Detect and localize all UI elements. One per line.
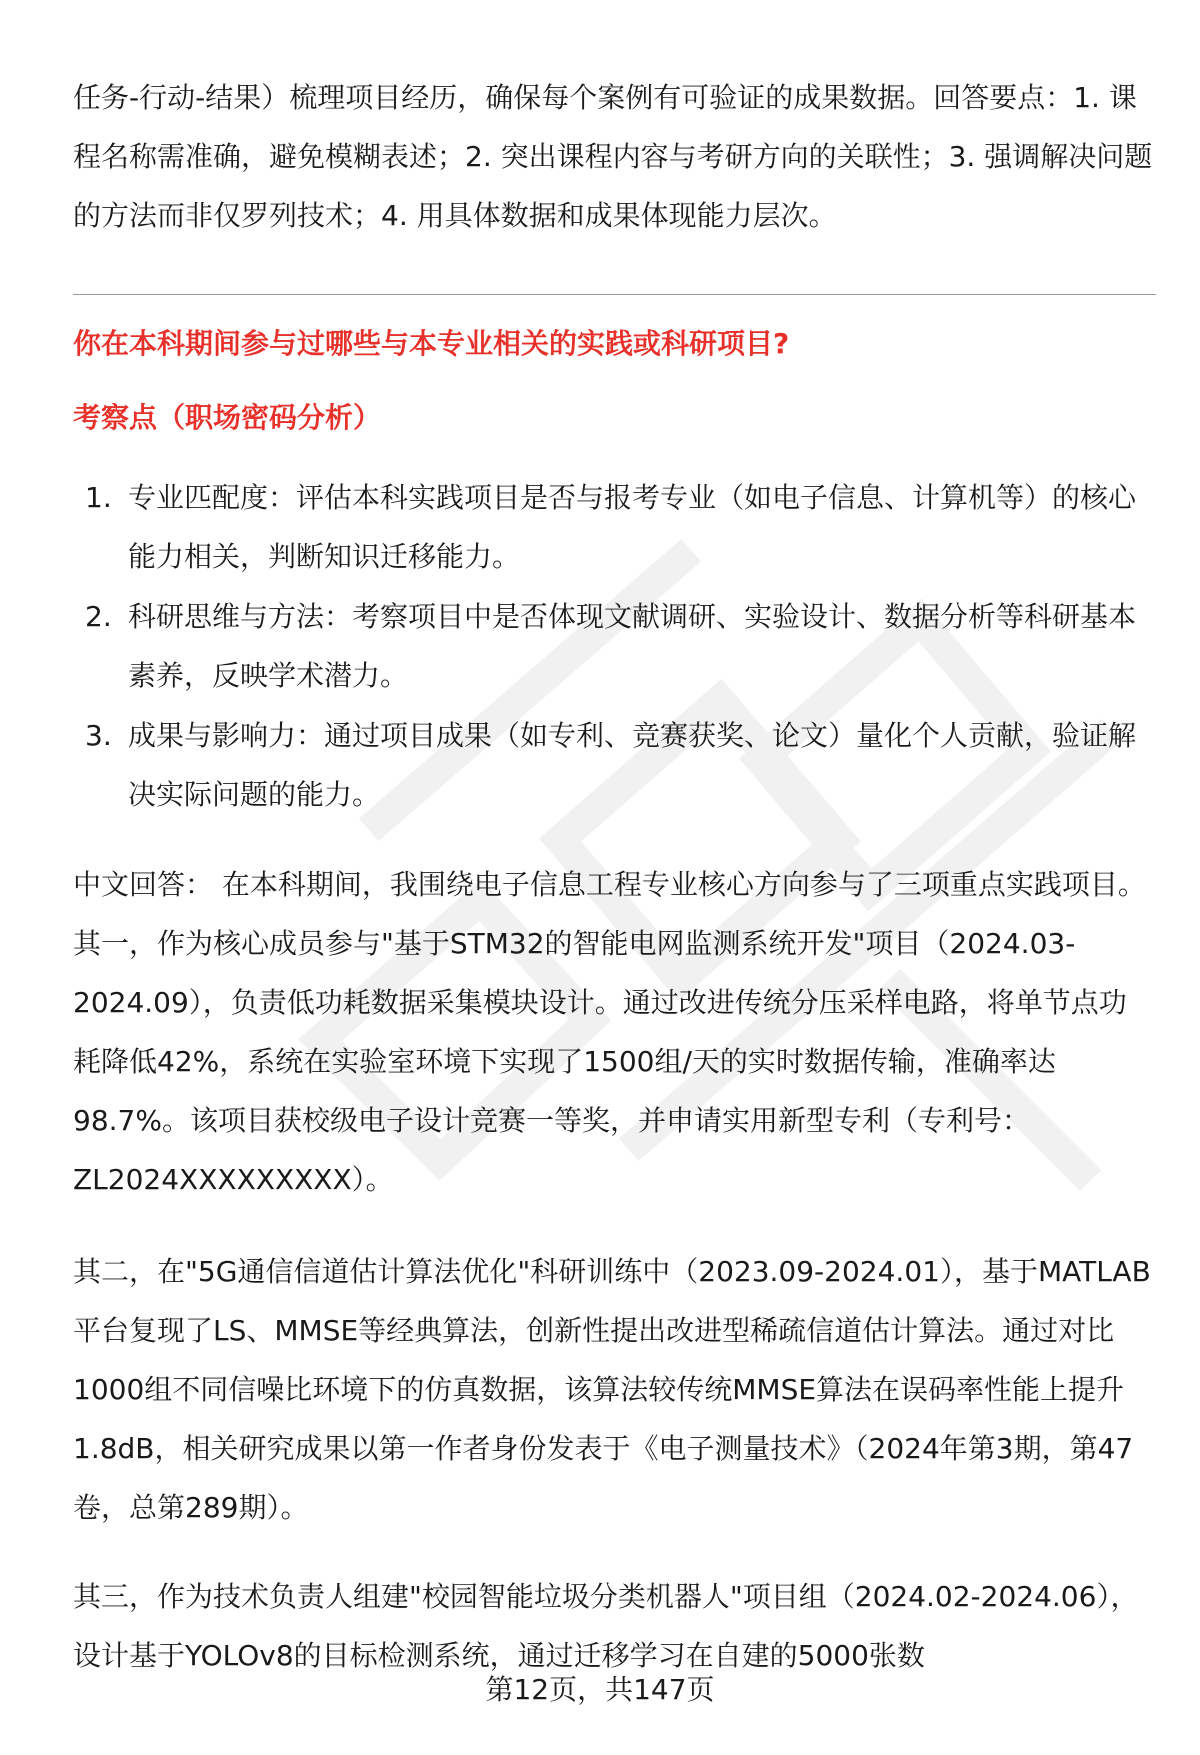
assessment-point <box>73 468 1156 586</box>
assessment-point <box>73 587 1156 705</box>
point-text: 专业匹配度：评估本科实践项目是否与报考专业（如电子信息、计算机等）的核心能力相关，判断知识迁移能力。 <box>128 481 1137 573</box>
point-text: 成果与影响力：通过项目成果（如专利、竞赛获奖、论文）量化个人贡献，验证解决实际问题的能力。 <box>128 719 1137 811</box>
answer-paragraph-third: 其三，作为技术负责人组建"校园智能垃圾分类机器人"项目组（2024.02-2024.06），设计基于YOLOv8的目标检测系统，通过迁移学习在自建的5000张数 <box>73 1580 1139 1672</box>
assessment-heading: 考察点（职场密码分析） <box>73 401 382 434</box>
answer-intro-text: 在本科期间，我围绕电子信息工程专业核心方向参与了三项重点实践项目。其一，作为核心成员参与"基于STM32的智能电网监测系统开发"项目（2024.03-2024.09），负责低功耗数据采集模块设计。通过改进传统分压采样电路，将单节点功耗降低42%，系统在实验室环境下实现了1500组/天的实时数据传输，准确率达98.7%。该项目获校级电子设计竞赛一等奖，并申请实用新型专利（专利号：ZL2024XXXXXXXXX）。 <box>73 868 1146 1196</box>
interview-question: 你在本科期间参与过哪些与本专业相关的实践或科研项目? <box>73 327 790 360</box>
answer-label: 中文回答： <box>73 868 214 901</box>
point-number: 3. <box>85 719 112 752</box>
page-footer: 第12页，共147页 <box>485 1673 715 1706</box>
answer-paragraph-first <box>73 855 1153 1209</box>
assessment-points-list <box>73 468 1156 825</box>
intro-continuation-text: 任务-行动-结果）梳理项目经历，确保每个案例有可验证的成果数据。回答要点：1. 课程名称需准确，避免模糊表述；2. 突出课程内容与考研方向的关联性；3. 强调解决问题的方法而非仅罗列技术；4. 用具体数据和成果体现能力层次。 <box>73 81 1153 232</box>
point-text: 科研思维与方法：考察项目中是否体现文献调研、实验设计、数据分析等科研基本素养，反映学术潜力。 <box>128 600 1137 692</box>
point-number: 2. <box>85 600 112 633</box>
answer-paragraph-second: 其二，在"5G通信信道估计算法优化"科研训练中（2023.09-2024.01），基于MATLAB平台复现了LS、MMSE等经典算法，创新性提出改进型稀疏信道估计算法。通过对比1000组不同信噪比环境下的仿真数据，该算法较传统MMSE算法在误码率性能上提升1.8dB，相关研究成果以第一作者身份发表于《电子测量技术》（2024年第3期，第47卷，总第289期）。 <box>73 1255 1151 1524</box>
point-number: 1. <box>85 481 112 514</box>
assessment-point <box>73 706 1156 824</box>
section-divider <box>73 294 1156 295</box>
